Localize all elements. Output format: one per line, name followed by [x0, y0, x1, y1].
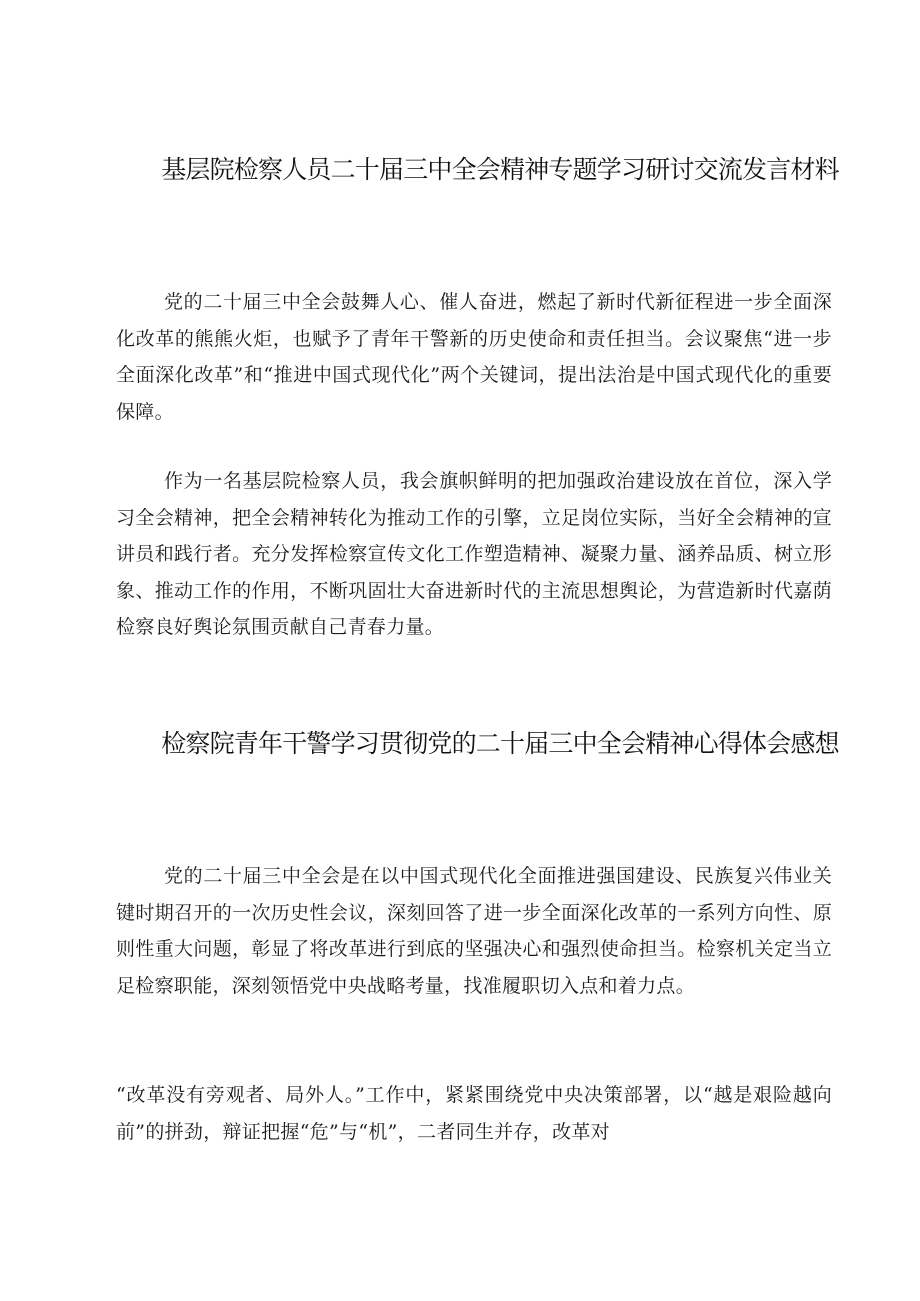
article-2-paragraph-1: 党的二十届三中全会是在以中国式现代化全面推进强国建设、民族复兴伟业关键时期召开的一次历史性会议，深刻回答了进一步全面深化改革的一系列方向性、原则性重大问题，彰显了将改革进行到底的坚强决心和强烈使命担当。检察机关定当立足检察职能，深刻领悟党中央战略考量，找准履职切入点和着力点。: [116, 865, 832, 997]
article-2-title: 检察院青年干警学习贯彻党的二十届三中全会精神心得体会感想: [161, 729, 839, 758]
article-1-title: 基层院检察人员二十届三中全会精神专题学习研讨交流发言材料: [161, 155, 839, 184]
article-1-paragraph-2: 作为一名基层院检察人员，我会旗帜鲜明的把加强政治建设放在首位，深入学习全会精神，把全会精神转化为推动工作的引擎，立足岗位实际，当好全会精神的宣讲员和践行者。充分发挥检察宣传文化工作塑造精神、凝聚力量、涵养品质、树立形象、推动工作的作用，不断巩固壮大奋进新时代的主流思想舆论，为营造新时代嘉荫检察良好舆论氛围贡献自己青春力量。: [116, 470, 832, 638]
article-2-paragraph-2: “改革没有旁观者、局外人。”工作中，紧紧围绕党中央决策部署，以“越是艰险越向前”的拼劲，辩证把握“危”与“机”，二者同生并存，改革对: [116, 1084, 832, 1143]
article-1-paragraph-1: 党的二十届三中全会鼓舞人心、催人奋进，燃起了新时代新征程进一步全面深化改革的熊熊火炬，也赋予了青年干警新的历史使命和责任担当。会议聚焦“进一步全面深化改革”和“推进中国式现代化”两个关键词，提出法治是中国式现代化的重要保障。: [116, 291, 832, 423]
